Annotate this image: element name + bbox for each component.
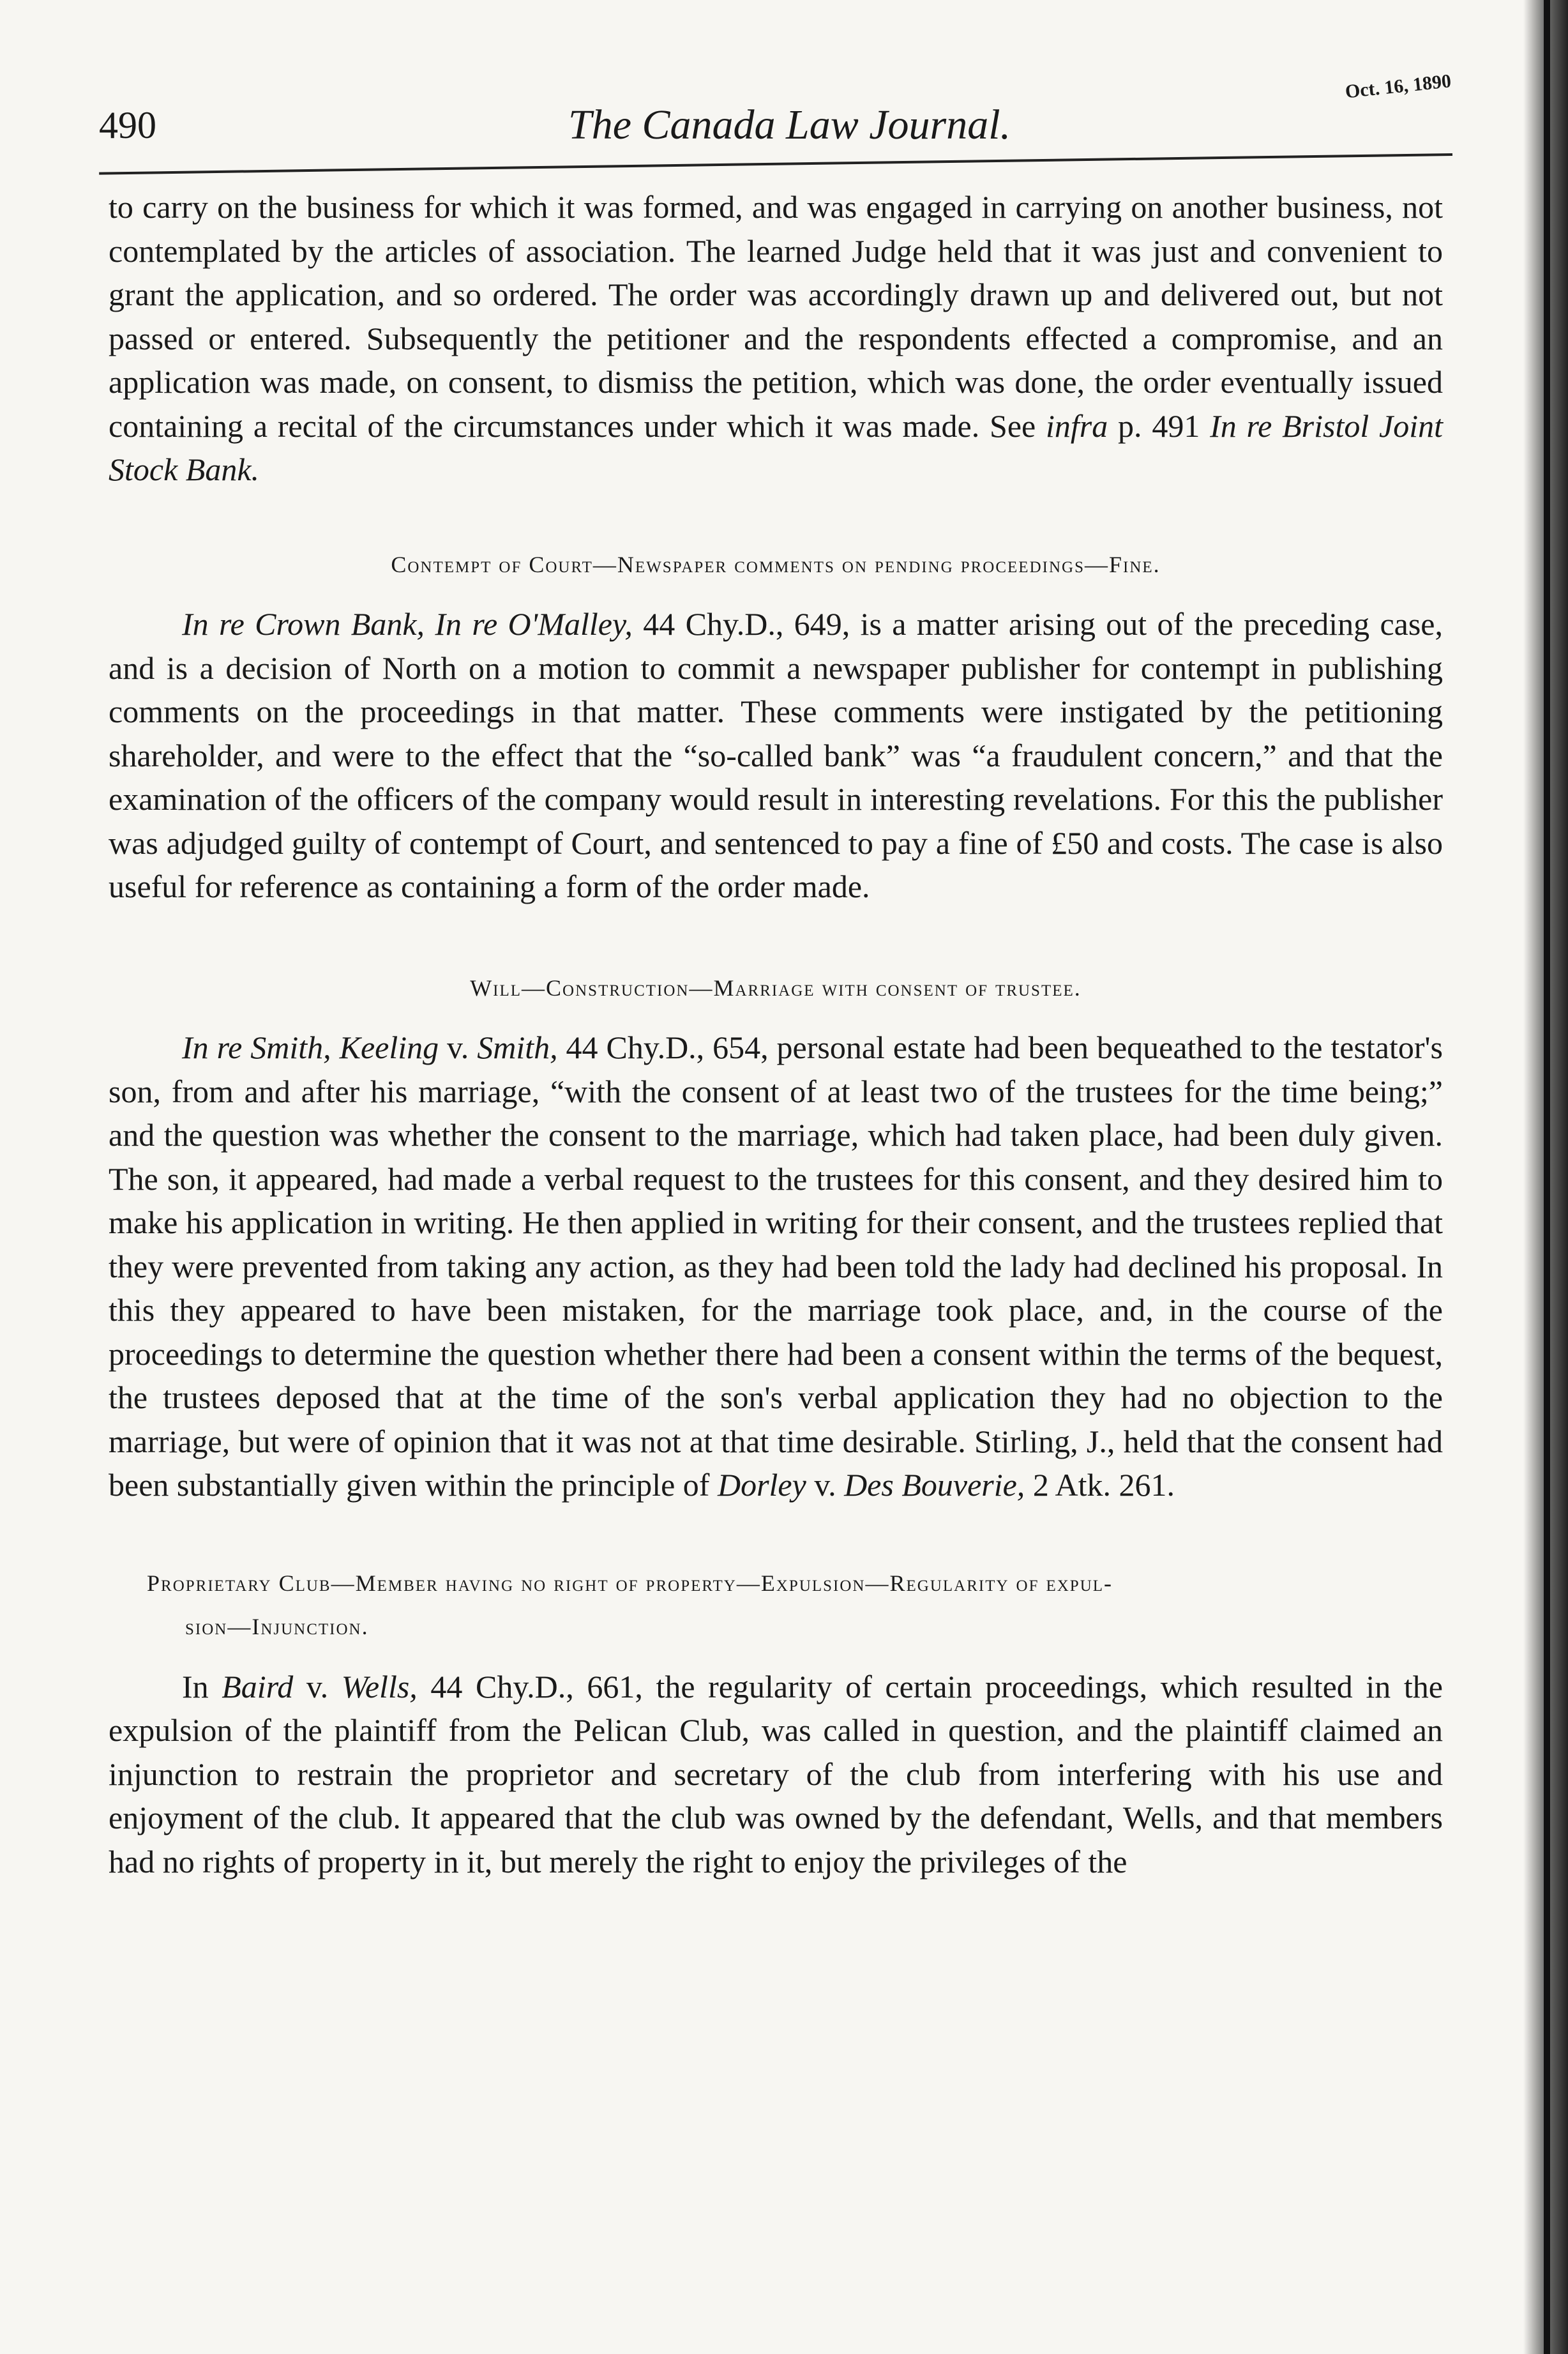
- paragraph-contempt: In re Crown Bank, In re O'Malley, 44 Chy.D., 649, is a matter arising out of the preceding case, and is a decision of North on a motion to commit a newspaper publisher for contempt in publishing comments on the proceedings in that matter. These comments were instigated by the petitioning shareholder, and were to the effect that the “so-called bank” was “a fraudulent concern,” and that the examination of the officers of the company would result in interesting revelations. For this the publisher was adjudged guilty of contempt of Court, and sentenced to pay a fine of £50 and costs. The case is also useful for reference as containing a form of the order made.: [109, 606, 1443, 904]
- infra-ref: infra: [1046, 407, 1108, 444]
- issue-date: Oct. 16, 1890: [1344, 70, 1452, 103]
- spacer: [109, 492, 1443, 543]
- section-heading-contempt: Contempt of Court—Newspaper comments on pending proceedings—Fine.: [391, 551, 1161, 577]
- case-name: Wells,: [341, 1668, 418, 1705]
- page-header: [99, 70, 1452, 153]
- case-name: Baird: [222, 1668, 294, 1705]
- page-body: [109, 185, 1443, 1883]
- cited-case: Des Bouverie,: [844, 1467, 1025, 1503]
- spacer: [109, 586, 1443, 602]
- continuation-paragraph: to carry on the business for which it was formed, and was engaged in carrying on another business, not contemplated by the articles of association. The learned Judge held that it was just and convenient to grant the application, and so ordered. The order was accordingly drawn up and delivered out, but not passed or entered. Subsequently the petitioner and the respondents effected a compromise, and an application was made, on consent, to dismiss the petition, which was done, the order eventually issued containing a recital of the circumstances under which it was made. See infra p. 491 In re Bristol Joint Stock Bank.: [109, 189, 1444, 487]
- paragraph-will: In re Smith, Keeling v. Smith, 44 Chy.D., 654, personal estate had been bequeathed to the testator's son, from and after his marriage, “with the consent of at least two of the trustees for the time being;” and the question was whether the consent to the marriage, which had taken place, had been duly given. The son, it appeared, had made a verbal request to the trustees for this consent, and they desired him to make his application in writing. He then applied in writing for their consent, and the trustees replied that they were prevented from taking any action, as they had been told the lady had declined his proposal. In this they appeared to have been mistaken, for the marriage took place, and, in the course of the proceedings to determine the question whether there had been a consent within the terms of the bequest, the trustees deposed that at the time of the son's verbal application they had no objection to the marriage, but were of opinion that it was not at that time desirable. Stirling, J., held that the consent had been substantially given within the principle of Dorley v. Des Bouverie, 2 Atk. 261.: [109, 1029, 1443, 1503]
- page-number: 490: [99, 104, 156, 146]
- spacer: [109, 1507, 1443, 1561]
- spacer: [109, 1649, 1443, 1665]
- case-name: In re Smith, Keeling: [182, 1029, 439, 1065]
- section-heading-club: Proprietary Club—Member having no right of property—Expulsion—Regularity of expul- sion—Injunction.: [147, 1570, 1113, 1639]
- case-name: Smith,: [477, 1029, 558, 1065]
- case-reference: In re Bristol Joint Stock Bank.: [109, 407, 1444, 487]
- header-rule: [99, 153, 1452, 175]
- cited-case: Dorley: [717, 1467, 806, 1503]
- binding-edge: [1544, 0, 1550, 2354]
- spacer: [109, 909, 1443, 966]
- case-name: In re Crown Bank, In re O'Malley,: [182, 606, 633, 642]
- paragraph-club: In Baird v. Wells, 44 Chy.D., 661, the regularity of certain proceedings, which resulted in the expulsion of the plaintiff from the Pelican Club, was called in question, and the plaintiff claimed an injunction to restrain the proprietor and secretary of the club from interfering with his use and enjoyment of the club. It appeared that the club was owned by the defendant, Wells, and that members had no rights of property in it, but merely the right to enjoy the privileges of the: [109, 1668, 1443, 1879]
- spacer: [109, 1010, 1443, 1026]
- running-title: The Canada Law Journal.: [568, 102, 1011, 148]
- section-heading-will: Will—Construction—Marriage with consent of trustee.: [470, 975, 1082, 1001]
